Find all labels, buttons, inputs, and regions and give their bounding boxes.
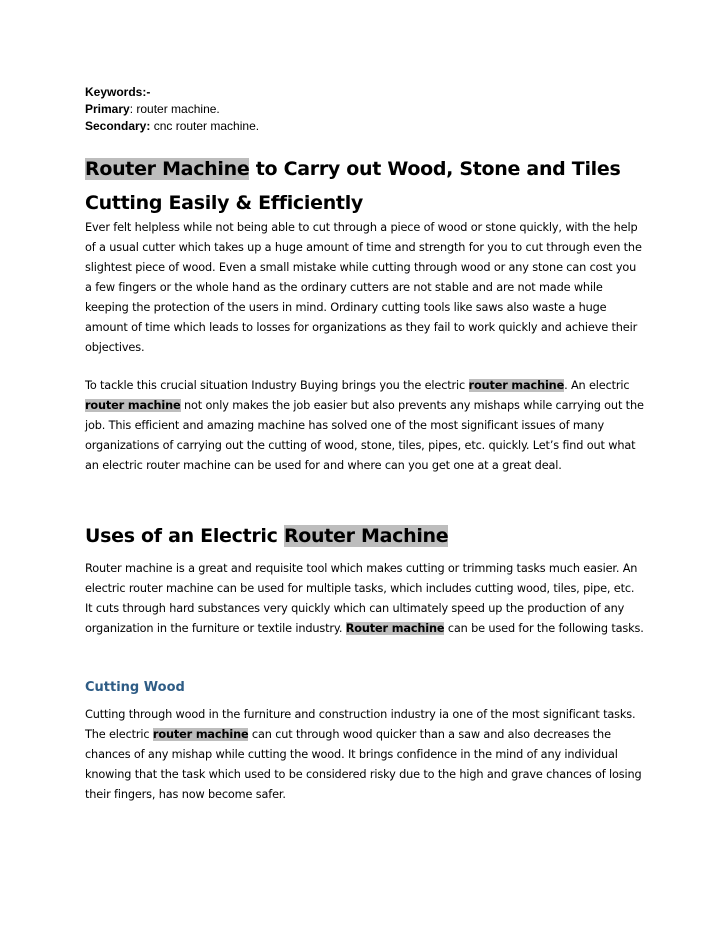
keyword-highlight-router-machine: router machine xyxy=(468,379,565,392)
tackle-paragraph xyxy=(85,376,645,476)
keyword-highlight-router-machine-4: router machine xyxy=(152,728,249,741)
keyword-highlight-router-machine-2: router machine xyxy=(85,399,181,412)
section-heading-uses xyxy=(85,521,645,551)
page-title xyxy=(85,152,645,220)
primary-value: : router machine. xyxy=(129,102,220,116)
title-highlight: Router Machine xyxy=(85,158,250,180)
para2-text-2: . An electric xyxy=(564,379,630,392)
keywords-block xyxy=(85,84,645,135)
uses-heading-plain: Uses of an Electric xyxy=(85,525,284,547)
keywords-heading: Keywords:- xyxy=(85,85,151,99)
intro-paragraph: Ever felt helpless while not being able to cut through a piece of wood or stone quickly, with the help of a usual cutter which takes up a huge amount of time and strength for you to cut through even the slightest piece of wood. Even a small mistake while cutting through wood or any stone can cost you a few fingers or the whole hand as the ordinary cutters are not stable and are not made while keeping the protection of the users in mind. Ordinary cutting tools like saws also waste a huge amount of time which leads to losses for organizations as they fail to work quickly and achieve their objectives. xyxy=(85,221,642,354)
keyword-highlight-router-machine-3: Router machine xyxy=(345,622,445,635)
uses-heading-highlight: Router Machine xyxy=(283,525,449,547)
uses-text-2: can be used for the following tasks. xyxy=(444,622,644,635)
cutting-wood-paragraph xyxy=(85,705,645,805)
title-rest: to Carry out Wood, Stone and Tiles Cutting Easily & Efficiently xyxy=(85,158,621,214)
subheading-cutting-wood: Cutting Wood xyxy=(85,680,185,695)
para2-text-3: not only makes the job easier but also prevents any mishaps while carrying out the job. This efficient and amazing machine has solved one of the most significant issues of many organizations of carrying out the cutting of wood, stone, tiles, pipes, etc. quickly. Let’s find out what an electric router machine can be used for and where can you get one at a great deal. xyxy=(85,399,644,472)
wood-text-1: Cutting through wood in the furniture and construction industry ia one of the most significant tasks. The electric xyxy=(85,708,636,741)
primary-label: Primary xyxy=(85,102,130,116)
wood-text-2: can cut through wood quicker than a saw and also decreases the chances of any mishap while cutting the wood. It brings confidence in the mind of any individual knowing that the task which used to be considered risky due to the high and grave chances of losing their fingers, has now become safer. xyxy=(85,728,642,801)
secondary-value: cnc router machine. xyxy=(150,119,260,133)
uses-paragraph xyxy=(85,559,645,639)
para2-text-1: To tackle this crucial situation Industry Buying brings you the electric xyxy=(85,379,469,392)
uses-text-1: Router machine is a great and requisite tool which makes cutting or trimming tasks much easier. An electric router machine can be used for multiple tasks, which includes cutting wood, tiles, pipe, etc. It cuts through hard substances very quickly which can ultimately speed up the production of any organization in the furniture or textile industry. xyxy=(85,562,638,635)
secondary-label: Secondary: xyxy=(85,119,151,133)
